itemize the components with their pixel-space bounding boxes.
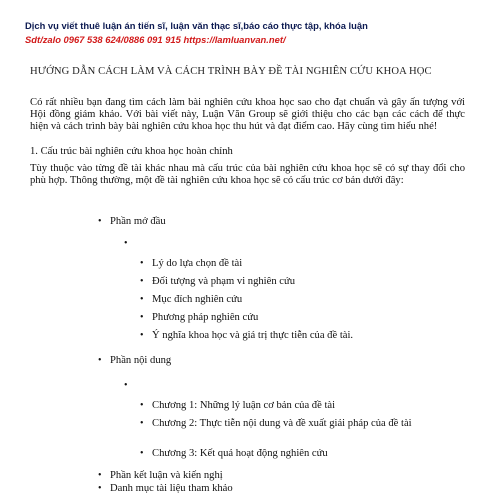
list-subitem <box>140 312 259 324</box>
bullet-icon: • <box>98 216 102 227</box>
header-service-line: Dịch vụ viết thuê luận án tiến sĩ, luận văn thạc sĩ,báo cáo thực tập, khóa luận <box>25 20 368 31</box>
header-contact-line: Sdt/zalo 0967 538 624/0886 091 915 https://lamluanvan.net/ <box>25 34 286 45</box>
bullet-icon: • <box>140 330 144 341</box>
list-subitem <box>140 276 296 288</box>
list-subitem-label: Ý nghĩa khoa học và giá trị thực tiễn của đề tài. <box>152 330 354 341</box>
list-subitem-label: Chương 2: Thực tiễn nội dung và đề xuất giải pháp của đề tài <box>152 418 412 429</box>
intro-paragraph: Có rất nhiều bạn đang tìm cách làm bài nghiên cứu khoa học sao cho đạt chuẩn và gây ấn tượng với Hội đồng giám khảo. Với bài viết này, Luận Văn Group sẽ giới thiệu cho các bạn các cách để thực hiện và cách trình bày bài nghiên cứu khoa học thu hút và đạt điểm cao. Hãy cùng tìm hiểu nhé! <box>30 97 465 133</box>
bullet-icon: • <box>140 312 144 323</box>
section-heading: 1. Cấu trúc bài nghiên cứu khoa học hoàn chỉnh <box>30 146 233 157</box>
bullet-icon: • <box>140 276 144 287</box>
document-title: HƯỚNG DẪN CÁCH LÀM VÀ CÁCH TRÌNH BÀY ĐỀ TÀI NGHIÊN CỨU KHOA HỌC <box>30 66 432 77</box>
list-subitem-label: Đối tượng và phạm vi nghiên cứu <box>152 276 296 287</box>
list-item-part-conclusion <box>98 470 223 482</box>
list-subitem <box>140 418 452 430</box>
bullet-icon: • <box>140 448 144 459</box>
list-subitem <box>140 448 328 460</box>
bullet-icon: • <box>124 238 128 249</box>
list-subitem <box>140 294 243 306</box>
list-subitem-label: Mục đích nghiên cứu <box>152 294 243 305</box>
section-intro-paragraph: Tùy thuộc vào từng đề tài khác nhau mà cấu trúc của bài nghiên cứu khoa học sẽ có sự thay đổi cho phù hợp. Thông thường, một đề tài nghiên cứu khoa học sẽ có cấu trúc cơ bản dưới đây: <box>30 163 465 187</box>
bullet-icon: • <box>140 258 144 269</box>
bullet-icon: • <box>140 294 144 305</box>
bullet-icon: • <box>98 355 102 366</box>
list-item-label: Phần mở đầu <box>110 216 166 227</box>
bullet-icon: • <box>98 470 102 481</box>
list-subitem-label: Chương 1: Những lý luận cơ bản của đề tài <box>152 400 336 411</box>
list-subitem-label: Lý do lựa chọn đề tài <box>152 258 243 269</box>
list-item-part-content <box>98 355 172 367</box>
list-subitem <box>140 400 336 412</box>
list-subitem-label: Chương 3: Kết quả hoạt động nghiên cứu <box>152 448 328 459</box>
bullet-icon: • <box>124 380 128 391</box>
list-item-part-intro <box>98 216 166 228</box>
list-item-label: Danh mục tài liệu tham khảo <box>110 483 233 494</box>
list-subitem-label: Phương pháp nghiên cứu <box>152 312 259 323</box>
bullet-icon: • <box>140 400 144 411</box>
list-subitem <box>140 258 243 270</box>
list-subitem <box>140 330 354 342</box>
list-item-references <box>98 483 233 495</box>
bullet-icon: • <box>140 418 144 429</box>
list-item-label: Phần kết luận và kiến nghị <box>110 470 223 481</box>
bullet-icon: • <box>98 483 102 494</box>
list-item-label: Phần nội dung <box>110 355 172 366</box>
